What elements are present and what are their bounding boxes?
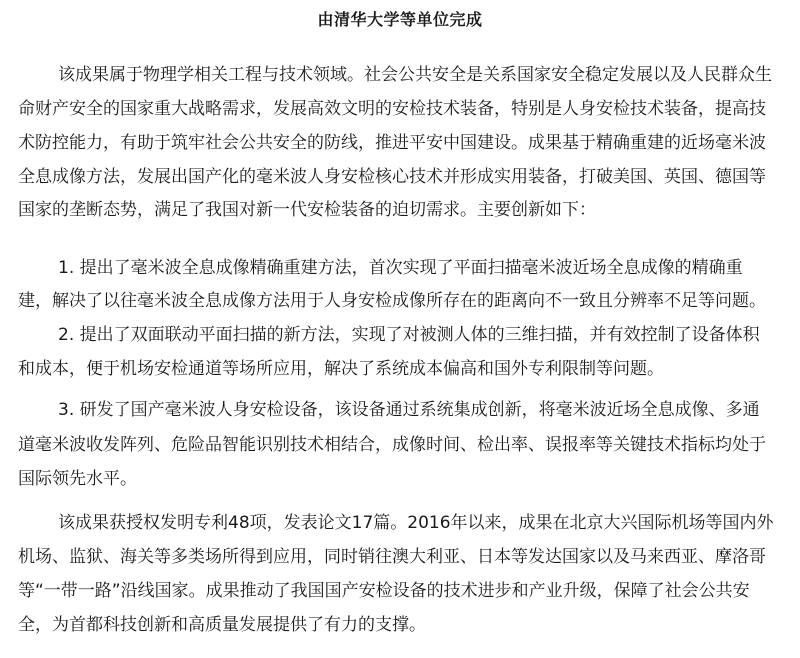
paragraph-line: 3. 研发了国产毫米波人身安检设备，该设备通过系统集成创新，将毫米波近场全息成像、多通 (58, 400, 760, 420)
paragraph-line: 机场、监狱、海关等多类场所得到应用，同时销往澳大利亚、日本等发达国家以及马来西亚、摩洛哥 (18, 547, 766, 567)
paragraph-line: 术防控能力，有助于筑牢社会公共安全的防线，推进平安中国建设。成果基于精确重建的近场毫米波 (18, 133, 766, 153)
paragraph-line: 2. 提出了双面联动平面扫描的新方法，实现了对被测人体的三维扫描，并有效控制了设备体积 (58, 325, 760, 345)
paragraph-line: 该成果获授权发明专利48项，发表论文17篇。2016年以来，成果在北京大兴国际机场等国内外 (58, 513, 774, 533)
paragraph-line: 等“一带一路”沿线国家。成果推动了我国国产安检设备的技术进步和产业升级，保障了社会公共安 (18, 581, 750, 601)
paragraph-line: 建，解决了以往毫米波全息成像方法用于人身安检成像所存在的距离向不一致且分辨率不足等问题。 (18, 291, 766, 311)
document-title: 由清华大学等单位完成 (317, 10, 483, 29)
paragraph-line: 全息成像方法，发展出国产化的毫米波人身安检核心技术并形成实用装备，打破美国、英国、德国等 (18, 167, 766, 187)
paragraph-line: 国家的垄断态势，满足了我国对新一代安检装备的迫切需求。主要创新如下： (18, 200, 596, 220)
paragraph-line: 国际领先水平。 (18, 469, 137, 489)
paragraph-line: 命财产安全的国家重大战略需求，发展高效文明的安检技术装备，特别是人身安检技术装备，提高技 (18, 99, 766, 119)
paragraph-line: 该成果属于物理学相关工程与技术领域。社会公共安全是关系国家安全稳定发展以及人民群众生 (58, 65, 772, 85)
paragraph-line: 1. 提出了毫米波全息成像精确重建方法，首次实现了平面扫描毫米波近场全息成像的精确重 (58, 258, 743, 278)
paragraph-line: 道毫米波收发阵列、危险品智能识别技术相结合，成像时间、检出率、误报率等关键技术指标均处于 (18, 435, 766, 455)
paragraph-line: 全，为首都科技创新和高质量发展提供了有力的支撑。 (18, 615, 426, 635)
paragraph-line: 和成本，便于机场安检通道等场所应用，解决了系统成本偏高和国外专利限制等问题。 (18, 359, 664, 379)
